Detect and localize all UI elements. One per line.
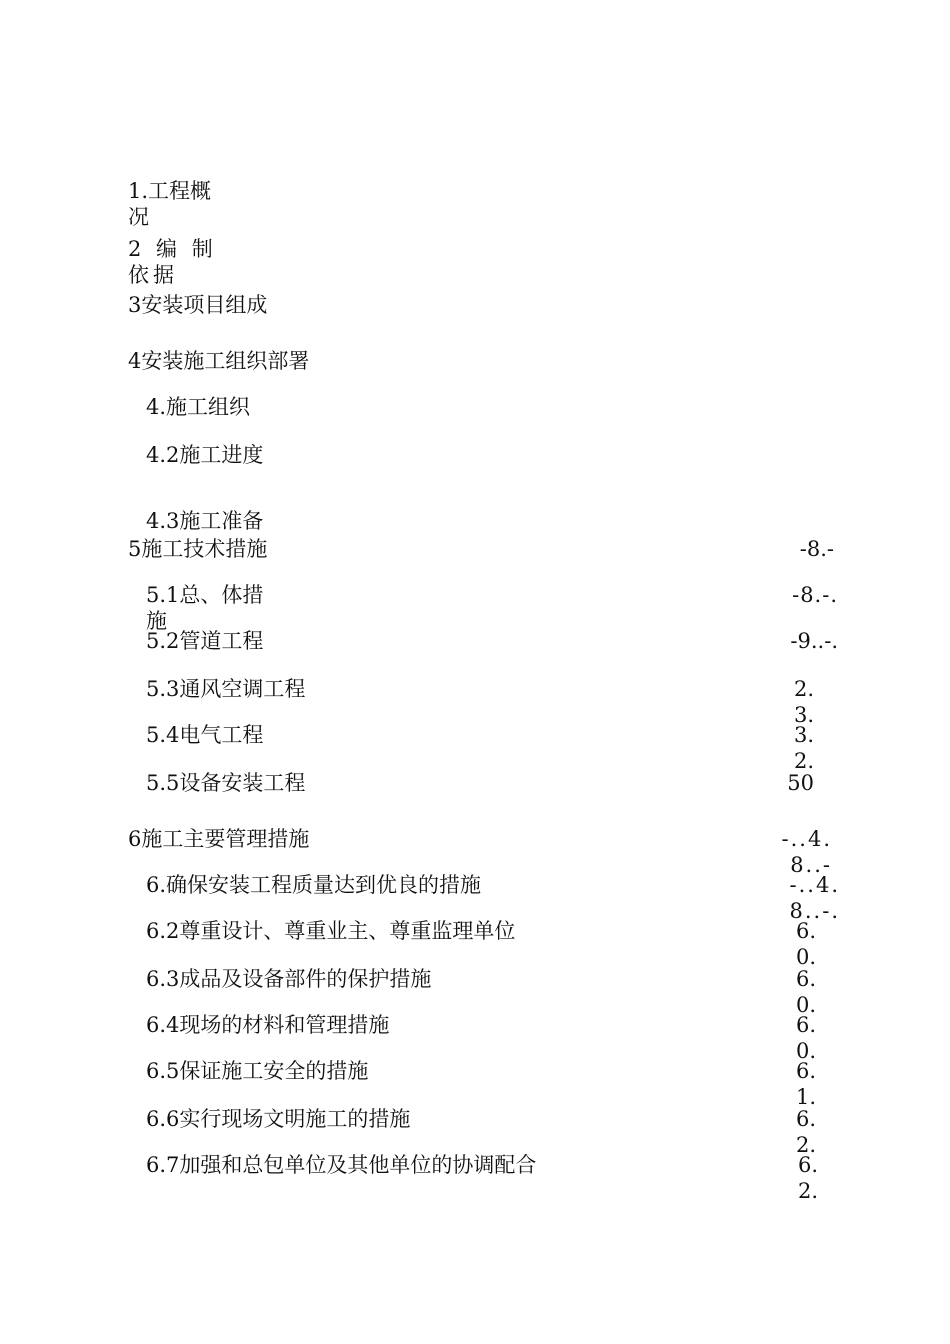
toc-entry-3[interactable]: 3安装项目组成: [128, 293, 268, 317]
toc-entry-5-2[interactable]: 5.2管道工程: [146, 629, 264, 653]
toc-entry-5-page: -8.-: [799, 537, 834, 561]
toc-entry-5-4[interactable]: 5.4电气工程: [146, 723, 264, 747]
toc-entry-6-5-page: 6.1.: [795, 1059, 816, 1109]
toc-entry-5-3[interactable]: 5.3通风空调工程: [146, 677, 306, 701]
toc-entry-6-2-page: 6.0.: [795, 919, 816, 969]
toc-entry-1[interactable]: 1.工程概况: [128, 179, 212, 229]
toc-entry-6-2[interactable]: 6.2尊重设计、尊重业主、尊重监理单位: [146, 919, 516, 943]
toc-entry-6-7[interactable]: 6.7加强和总包单位及其他单位的协调配合: [146, 1153, 537, 1177]
toc-entry-6-3-page: 6.0.: [795, 967, 816, 1017]
toc-entry-6-6[interactable]: 6.6实行现场文明施工的措施: [146, 1107, 411, 1131]
toc-entry-6-7-page: 6.2.: [797, 1153, 818, 1203]
toc-entry-5-1[interactable]: 5.1总、体措施: [146, 583, 264, 633]
toc-entry-6-6-page: 6.2.: [795, 1107, 816, 1157]
toc-entry-5-3-page: 2.3.: [793, 677, 814, 727]
toc-entry-6-page: -..4.8..-: [781, 827, 832, 877]
toc-entry-5-1-page: -8.-.: [792, 583, 838, 607]
toc-entry-5-2-page: -9..-.: [790, 629, 838, 653]
toc-entry-6-4-page: 6.0.: [795, 1013, 816, 1063]
toc-entry-4[interactable]: 4安装施工组织部署: [128, 349, 310, 373]
toc-entry-6-1-page: -..4.8..-.: [789, 873, 840, 923]
toc-entry-5-4-page: 3.2.: [793, 723, 814, 773]
toc-entry-4-2[interactable]: 4.2施工进度: [146, 443, 264, 467]
toc-entry-6[interactable]: 6施工主要管理措施: [128, 827, 310, 851]
toc-entry-6-4[interactable]: 6.4现场的材料和管理措施: [146, 1013, 390, 1037]
toc-entry-5[interactable]: 5施工技术措施: [128, 537, 268, 561]
toc-entry-6-1[interactable]: 6.确保安装工程质量达到优良的措施: [146, 873, 482, 897]
toc-entry-2[interactable]: 2 编 制 依据: [128, 237, 217, 287]
toc-entry-6-3[interactable]: 6.3成品及设备部件的保护措施: [146, 967, 432, 991]
toc-entry-6-5[interactable]: 6.5保证施工安全的措施: [146, 1059, 369, 1083]
toc-entry-4-3[interactable]: 4.3施工准备: [146, 509, 264, 533]
toc-entry-4-1[interactable]: 4.施工组织: [146, 395, 251, 419]
toc-entry-5-5[interactable]: 5.5设备安装工程: [146, 771, 306, 795]
toc-entry-5-5-page: 50: [787, 771, 814, 795]
